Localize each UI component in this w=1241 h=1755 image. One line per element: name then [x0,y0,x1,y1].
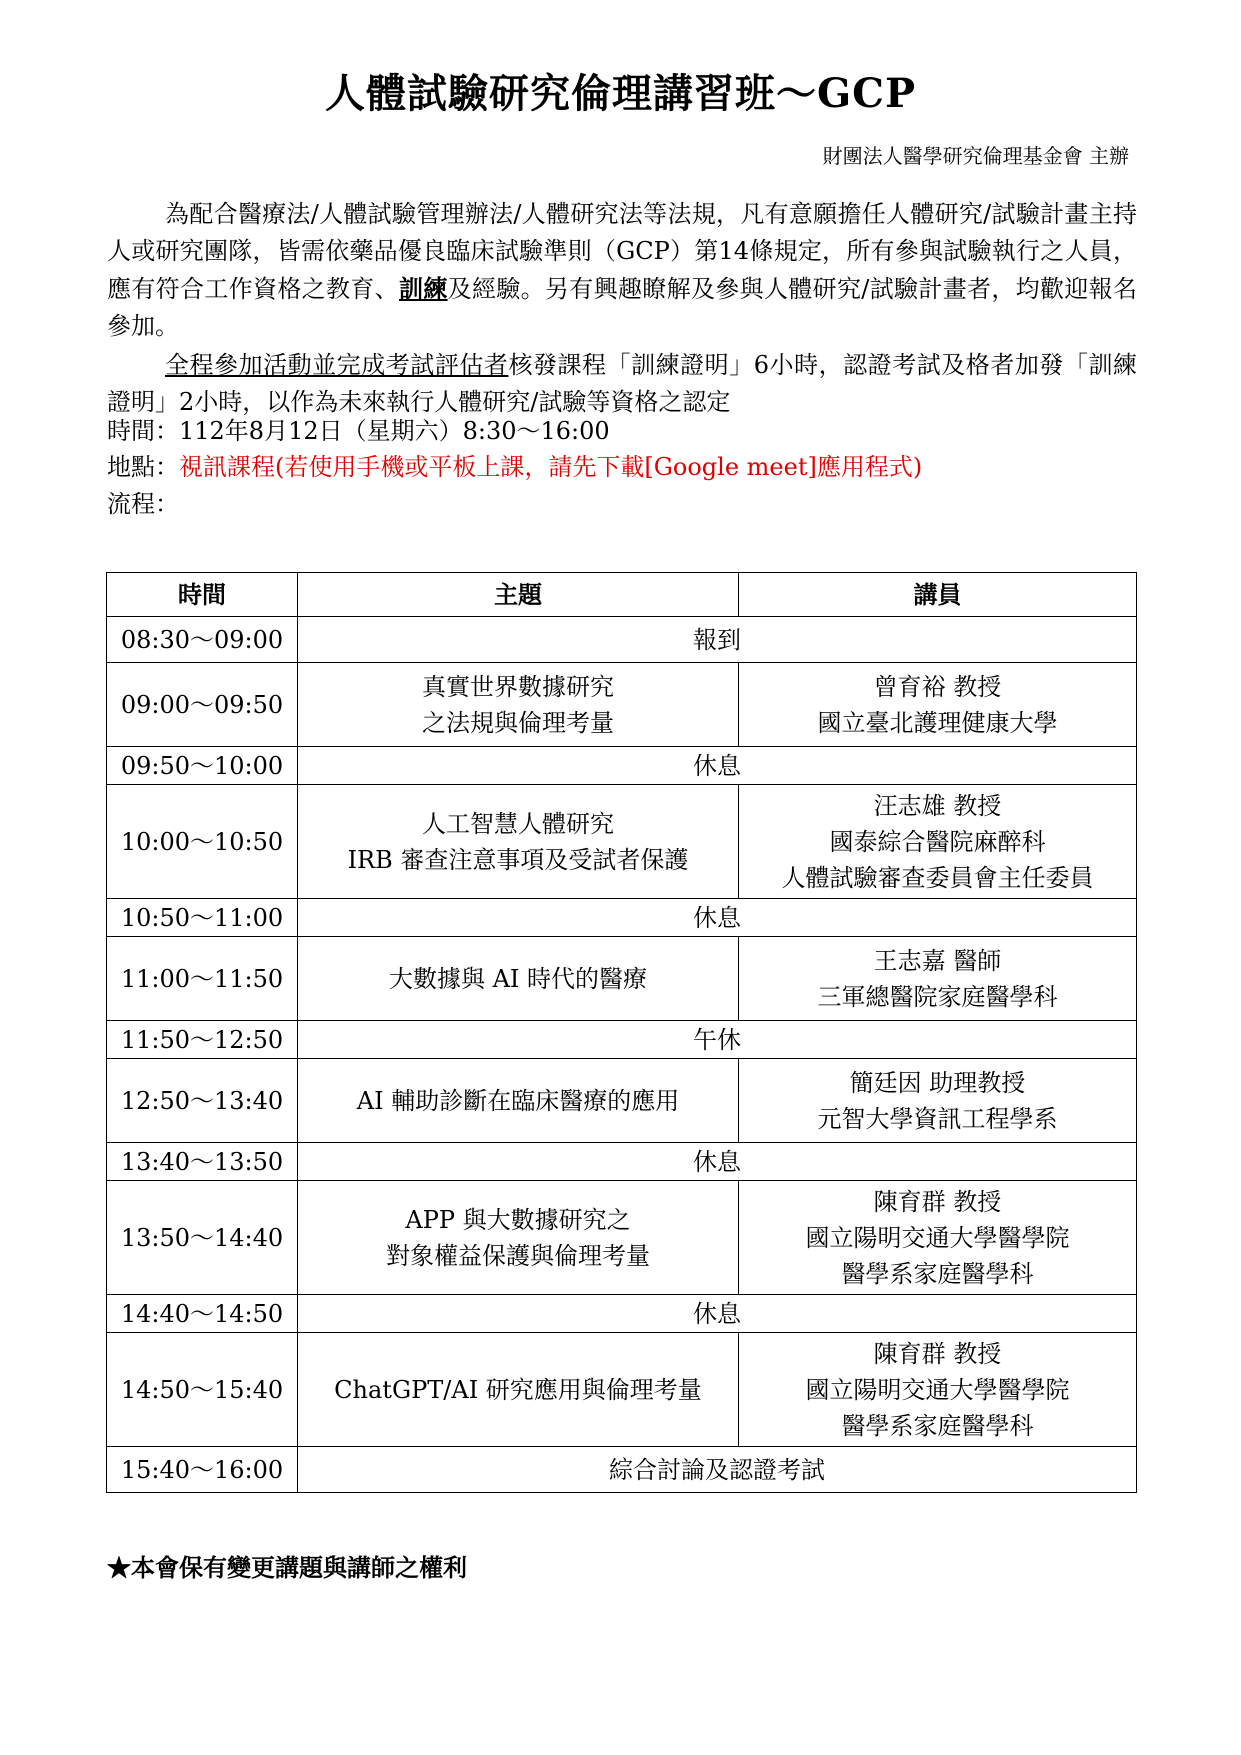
table-row [107,937,1137,1021]
intro-text-1b: 及經驗。另有興趣瞭解及參與人體研究/試驗計畫者，均歡迎報名參加。 [107,275,1138,340]
organizer-line: 財團法人醫學研究倫理基金會 主辦 [822,144,1129,168]
row-speaker [739,937,1137,1021]
speaker-line: 國泰綜合醫院麻醉科 [829,827,1046,856]
speaker-line: 曾育裕 教授 [873,672,1002,701]
topic-line: 人工智慧人體研究 [422,809,614,838]
speaker-line: 國立陽明交通大學醫學院 [805,1223,1070,1252]
row-time: 13:50～14:40 [107,1181,298,1295]
row-topic [298,1333,739,1447]
table-header-row [107,573,1137,617]
topic-line: 對象權益保護與倫理考量 [386,1241,650,1270]
row-time: 09:50～10:00 [107,747,298,785]
row-session-label: 綜合討論及認證考試 [298,1447,1137,1493]
intro-text-2: 核發課程「訓練證明」6小時，認證考試及格者加發「訓練證明」2小時，以作為未來執行人體研究/試驗等資格之認定 [107,351,1137,416]
table-row [107,1333,1137,1447]
header-time: 時間 [107,573,298,617]
row-time: 10:50～11:00 [107,899,298,937]
row-session-label: 午休 [298,1021,1137,1059]
row-time: 14:40～14:50 [107,1295,298,1333]
table-row [107,1059,1137,1143]
header-topic: 主題 [298,573,739,617]
row-time: 11:50～12:50 [107,1021,298,1059]
speaker-line: 簡廷因 助理教授 [849,1068,1026,1097]
row-speaker [739,1181,1137,1295]
topic-line: IRB 審查注意事項及受試者保護 [347,845,689,874]
table-row [107,785,1137,899]
header-speaker: 講員 [739,573,1137,617]
row-speaker [739,785,1137,899]
rights-note: ★本會保有變更講題與講師之權利 [107,1553,467,1582]
table-row [107,1143,1137,1181]
table-row [107,663,1137,747]
location-line [107,447,922,482]
topic-line: 之法規與倫理考量 [422,708,614,737]
table-row [107,617,1137,663]
speaker-line: 陳育群 教授 [873,1339,1002,1368]
table-row [107,899,1137,937]
speaker-line: 汪志雄 教授 [873,791,1002,820]
intro-paragraph-1 [107,196,1137,345]
speaker-line: 三軍總醫院家庭醫學科 [817,982,1058,1011]
row-time: 14:50～15:40 [107,1333,298,1447]
speaker-line: 醫學系家庭醫學科 [841,1411,1034,1440]
table-row [107,1181,1137,1295]
intro-emphasis-training: 訓練 [398,274,448,303]
speaker-line: 元智大學資訊工程學系 [817,1104,1058,1133]
row-session-label: 休息 [298,899,1137,937]
speaker-line: 陳育群 教授 [873,1187,1002,1216]
row-time: 13:40～13:50 [107,1143,298,1181]
row-time: 08:30～09:00 [107,617,298,663]
row-topic [298,785,739,899]
row-time: 10:00～10:50 [107,785,298,899]
row-time: 09:00～09:50 [107,663,298,747]
row-topic [298,1059,739,1143]
speaker-line: 人體試驗審查委員會主任委員 [781,863,1094,892]
row-speaker [739,663,1137,747]
time-value: 112年8月12日（星期六）8:30～16:00 [179,417,610,445]
speaker-line: 醫學系家庭醫學科 [841,1259,1034,1288]
row-speaker [739,1059,1137,1143]
time-label: 時間： [107,417,179,445]
table-row [107,1021,1137,1059]
speaker-line: 國立臺北護理健康大學 [817,708,1058,737]
schedule-body [107,617,1137,1493]
topic-line: ChatGPT/AI 研究應用與倫理考量 [334,1375,702,1404]
speaker-line: 王志嘉 醫師 [873,946,1002,975]
topic-line: AI 輔助診斷在臨床醫療的應用 [356,1086,680,1115]
row-time: 15:40～16:00 [107,1447,298,1493]
location-value: 視訊課程(若使用手機或平板上課，請先下載[Google meet]應用程式) [179,453,923,481]
time-line [107,411,610,446]
row-topic [298,1181,739,1295]
row-time: 11:00～11:50 [107,937,298,1021]
row-topic [298,937,739,1021]
topic-line: 真實世界數據研究 [422,672,614,701]
page-title: 人體試驗研究倫理講習班～GCP [324,70,917,117]
location-label: 地點： [107,453,179,481]
intro-paragraph-2 [107,347,1137,421]
row-topic [298,663,739,747]
schedule-table [106,572,1137,1493]
topic-line: APP 與大數據研究之 [405,1205,631,1234]
row-session-label: 休息 [298,1295,1137,1333]
row-session-label: 報到 [298,617,1137,663]
table-row [107,747,1137,785]
intro-underlined-requirement: 全程參加活動並完成考試評估者 [165,351,509,379]
table-row [107,1447,1137,1493]
flow-label: 流程： [107,490,179,518]
row-session-label: 休息 [298,1143,1137,1181]
topic-line: 大數據與 AI 時代的醫療 [388,964,648,993]
row-time: 12:50～13:40 [107,1059,298,1143]
intro-section [107,196,1137,421]
intro-text-1a: 為配合醫療法/人體試驗管理辦法/人體研究法等法規，凡有意願擔任人體研究/試驗計畫主持人或研究團隊，皆需依藥品優良臨床試驗準則（GCP）第14條規定，所有參與試驗執行之人員，應有符合工作資格之教育、 [107,200,1137,303]
table-row [107,1295,1137,1333]
speaker-line: 國立陽明交通大學醫學院 [805,1375,1070,1404]
row-speaker [739,1333,1137,1447]
row-session-label: 休息 [298,747,1137,785]
